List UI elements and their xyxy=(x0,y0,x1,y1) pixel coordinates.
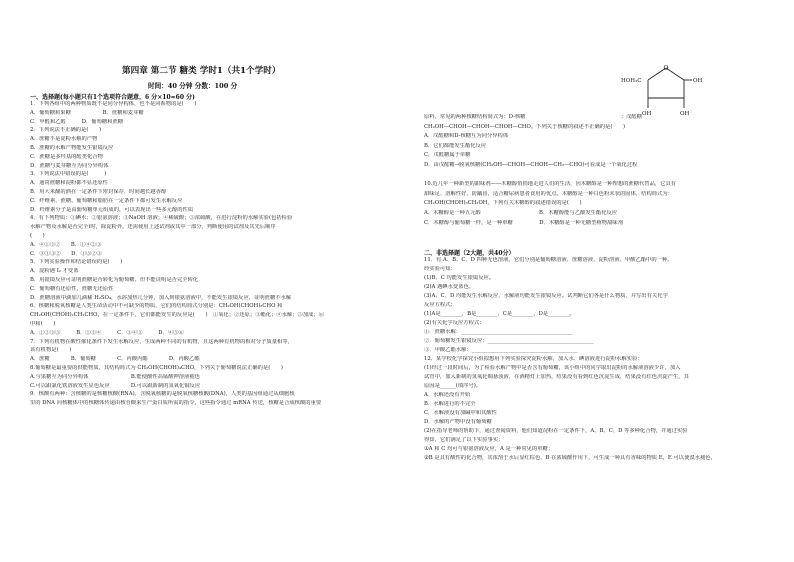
text-line: D．蔗糖溶液中滴加几滴稀 H₂SO₄，水浴加热几分钟，加入到银氨溶液中，不能发生银镜反应，证明蔗糖不水解 xyxy=(30,294,292,301)
text-line: 4．有下列物质：①碘水；②银氨溶液；③NaOH 溶液；④稀硫酸；⑤浓硫酸，在进行淀粉的水解实验(包括检验 xyxy=(30,215,293,222)
text-line: A．①②③⑤ B．①③④ C．③④⑤ D．④⑤⑥ xyxy=(30,329,184,336)
text-line: B．用银镜反应可证明蔗糖是否转化为葡萄糖，但不能证明是否完全转化 xyxy=(30,277,199,283)
text-line: C．⑤①③② D．①⑤②③ xyxy=(30,250,102,257)
text-line: CH₂OH(CHOH)₂CH₂CHO，在一定条件下，它们都能发生的反应是( ) ①氧化；②还原；③酯化；④水解；⑤加成；⑥ xyxy=(30,312,325,319)
text-line: (1)B、C 均能发生银镜反应。 xyxy=(424,275,495,281)
text-line: 中和( ) xyxy=(30,321,56,327)
text-line: B．用大米酿的酒在一定条件下密封保存，时间越长越香醇 xyxy=(30,189,167,195)
text-line: 原料，常见的两种核糖结构简式为：D-核糖 ；戊醛糖 xyxy=(424,114,643,120)
text-line: A．水解还没有开始 xyxy=(424,392,471,398)
text-line: C．甲醛和乙醛 D．葡萄糖和蔗糖 xyxy=(30,118,124,125)
text-line: (3)A、C、D 均能发生水解反应，水解液均能发生银镜反应。试判断它们各是什么物质，并写出有关化学 xyxy=(424,293,668,299)
svg-text:OH: OH xyxy=(693,78,703,84)
text-line: ( ) xyxy=(30,233,45,239)
svg-text:OH: OH xyxy=(642,111,652,117)
text-line: A．通常蔗糖和淀粉都不显还原性 xyxy=(30,180,108,187)
text-line: 10.近几年一种新型的甜味剂——木糖醇悄悄地走进人们的生活，因木糖醇是一种理想的蔗糖代替品，它具有 xyxy=(424,181,677,188)
text-line: ③．甲酸乙酯水解：________________________________________ xyxy=(424,347,578,353)
text-line: (2)在指导老师的帮助下，通过查阅资料，他们知道淀粉在一定条件下，A、B、C、D 等多种化合物，并通过实验 xyxy=(424,428,688,434)
text-line: ②．葡萄糖发生银镜反应：________________________________________ xyxy=(424,338,594,344)
text-line: A．淀粉遇 I₂ 才变蓝 xyxy=(30,268,79,275)
text-line: B．水解进行的不完全 xyxy=(424,401,476,407)
text-line: 得知，它们满足了以下实验事实： xyxy=(424,437,504,443)
text-line: ①A 和 C 均可与银氨溶液反应，A 是一种常见的单糖； xyxy=(424,446,554,452)
text-line: 5．下列实验操作和结论错误的是( ) xyxy=(30,259,123,266)
text-line: (1)经过一段时间后，为了检验水解产物中是否含有葡萄糖，该小组中的同学取出淀粉的水解液溶液少许，加入 xyxy=(424,365,681,371)
text-line: 6．核糖和脱氧核糖是人类生命活动中不可缺少的物质，它们的结构简式分别是：CH₂OH(CHOH)₃CHO 和 xyxy=(30,303,283,310)
section-choice-heading: 一、选择题(每小题只有1个选项符合题意，6 分×10=60 分) xyxy=(30,94,195,101)
text-line: 里的 DNA 向核糖体中的核糖体传递由核苷酸来生产蛋白质所需的指令，这些指令通过 mRNA 传送，核糖是合成核酸的重要 xyxy=(30,400,322,407)
text-line: 1．下列各组中的两种物质既不是同分异构体，也不是同系物的是( ) xyxy=(30,101,197,107)
text-line: 原因是______(填序号)。 xyxy=(424,383,482,389)
text-line: C.可以跟氯化铁溶液发生显色反应 D.可以跟新制的氢氧化铜反应 xyxy=(30,382,201,389)
text-line: (2)有关化学反应方程式： xyxy=(424,320,485,326)
text-line: 9．核酸有两种：含核糖的是核糖核酸(RNA)，含脱氧核糖的是脱氧核糖核酸(DNA)，人类的基因组通过从细胞核 xyxy=(30,391,295,398)
text-line: 3．下列说法中错误的是( ) xyxy=(30,171,107,178)
text-line: 水解产物及水解是否完全)时，除淀粉外，还需使用上述试剂或其中一部分，判断使用的试剂及其先后顺序 xyxy=(30,224,276,231)
text-line: 该有机物是( ) xyxy=(30,347,72,354)
text-line: C．木糖醇与葡萄糖一样，是一种单糖 D．木糖醇是一种无糖型植物甜味剂 xyxy=(424,219,623,226)
page-title: 第四章 第二节 糖类 学时1（共1个学时） xyxy=(122,66,281,76)
section-nonchoice-heading: 二、非选择题（2大题，共40分） xyxy=(424,250,515,257)
text-line: CH₂OH—CHOH—CHOH—CHOH—CHO。下列关于核糖的叙述不正确的是( ) xyxy=(424,123,626,130)
text-line: 11．有 A、B、C、D 四种无色溶液，它们分别是葡萄糖溶液、蔗糖溶液、淀粉溶液、甲酸乙酯中的一种。 xyxy=(424,257,673,263)
ring-substituent-label: HOH₂C xyxy=(621,78,642,84)
text-line: (1)A是________，B是________，C是________，D是________。 xyxy=(424,311,575,317)
text-line: 甜味足、溶解性好、防龋齿，适合糖尿病患者食用的优点。木糖醇是一种白色粉末状的固体，结构简式为： xyxy=(424,190,673,197)
text-line: D．由戊醛糖→脱氧核糖(CH₂OH—CHOH—CHOH—CH₂—CHO)可看成是一个氧化过程 xyxy=(424,162,638,168)
text-line: 8.葡萄糖是最重要的供能物质，其结构简式为 CH₂OH(CHOH)₄CHO，下列关于葡萄糖说法正确的是( ) xyxy=(30,365,283,371)
text-line: A．④①③② B．①④②③ xyxy=(30,241,102,248)
ribose-structure-diagram xyxy=(620,58,720,120)
text-line: D．水解的产物中没有葡萄糖 xyxy=(424,419,492,425)
text-line: A．蔗糖 B．葡萄糖 C．丙酸丙酯 D．丙酸乙酯 xyxy=(30,356,200,363)
text-line: A．戊醛糖和D-核糖互为同分异构体 xyxy=(424,133,509,140)
text-line: 经实验可知： xyxy=(424,266,456,272)
text-line: B．它们都能发生酯化反应 xyxy=(424,142,487,149)
svg-text:O: O xyxy=(663,65,669,72)
svg-text:OH: OH xyxy=(680,111,690,117)
text-line: (2)A 遇碘水变蓝色。 xyxy=(424,284,475,290)
text-line: 7．下列有机物在酸性催化条件下发生水解反应，生成两种不同的有机物，且这两种有机物的相对分子质量相等， xyxy=(30,338,293,345)
text-line: A．木糖醇是一种五元醇 B．木糖醇能与乙酸发生酯化反应 xyxy=(424,210,618,216)
text-line: 2．下列说法不正确的是( ) xyxy=(30,127,102,134)
time-score-info: 时间：40 分钟 分数：100 分 xyxy=(148,82,238,90)
text-line: A．葡萄糖和果糖 B．蔗糖和麦芽糖 xyxy=(30,109,144,116)
text-line: C．纤维素、蔗糖、葡萄糖和脂肪在一定条件下都可发生水解反应 xyxy=(30,197,183,204)
text-line: 试管中，加入新制的氢氧化铜悬浊液，在酒精灯上加热，结果没有看到红色沉淀生成，结果没有红色沉淀产生，其 xyxy=(424,374,689,380)
text-line: C．葡萄糖有还原性，蔗糖无还原性 xyxy=(30,285,114,292)
text-line: C．戊醛糖属于单糖 xyxy=(424,152,471,159)
text-line: C．蔗糖是多羟基的醛类化合物 xyxy=(30,153,103,160)
text-line: ②B 是具有酸性的化合物，其浓溶于水后显红棕色，B 在浓硫酸作用下，可生成一种具有香味的物质 E，E 可以使溴水褪色， xyxy=(424,455,716,461)
text-line: A．蔗糖不是淀粉水解的产物 xyxy=(30,136,98,143)
text-line: ①．蔗糖水解：__________________________________________ xyxy=(424,329,573,335)
text-line: D．蔗糖与麦芽糖互为同分异构体 xyxy=(30,162,109,169)
text-line: 12．某学校化学探究小组拟想用下列实验探究淀粉水解，加入水、碘溶液进行淀粉水解实验： xyxy=(424,356,643,362)
text-line: A.与果糖互为同分异构体 B.能使酸性高锰酸钾溶液褪色 xyxy=(30,373,200,380)
text-line: C．水解液没有加碱中和其酸性 xyxy=(424,410,497,416)
text-line: 反应方程式： xyxy=(424,302,456,308)
text-line: B．蔗糖的水解产物能发生银镜反应 xyxy=(30,145,114,151)
text-line: D．纤维素分子是由葡萄糖单元组成的，可以表现出一些多元醇的性质 xyxy=(30,206,194,213)
text-line: CH₂OH(CHOH)₃CH₂OH，下列有关木糖醇的叙述错误的是( ) xyxy=(424,200,582,207)
